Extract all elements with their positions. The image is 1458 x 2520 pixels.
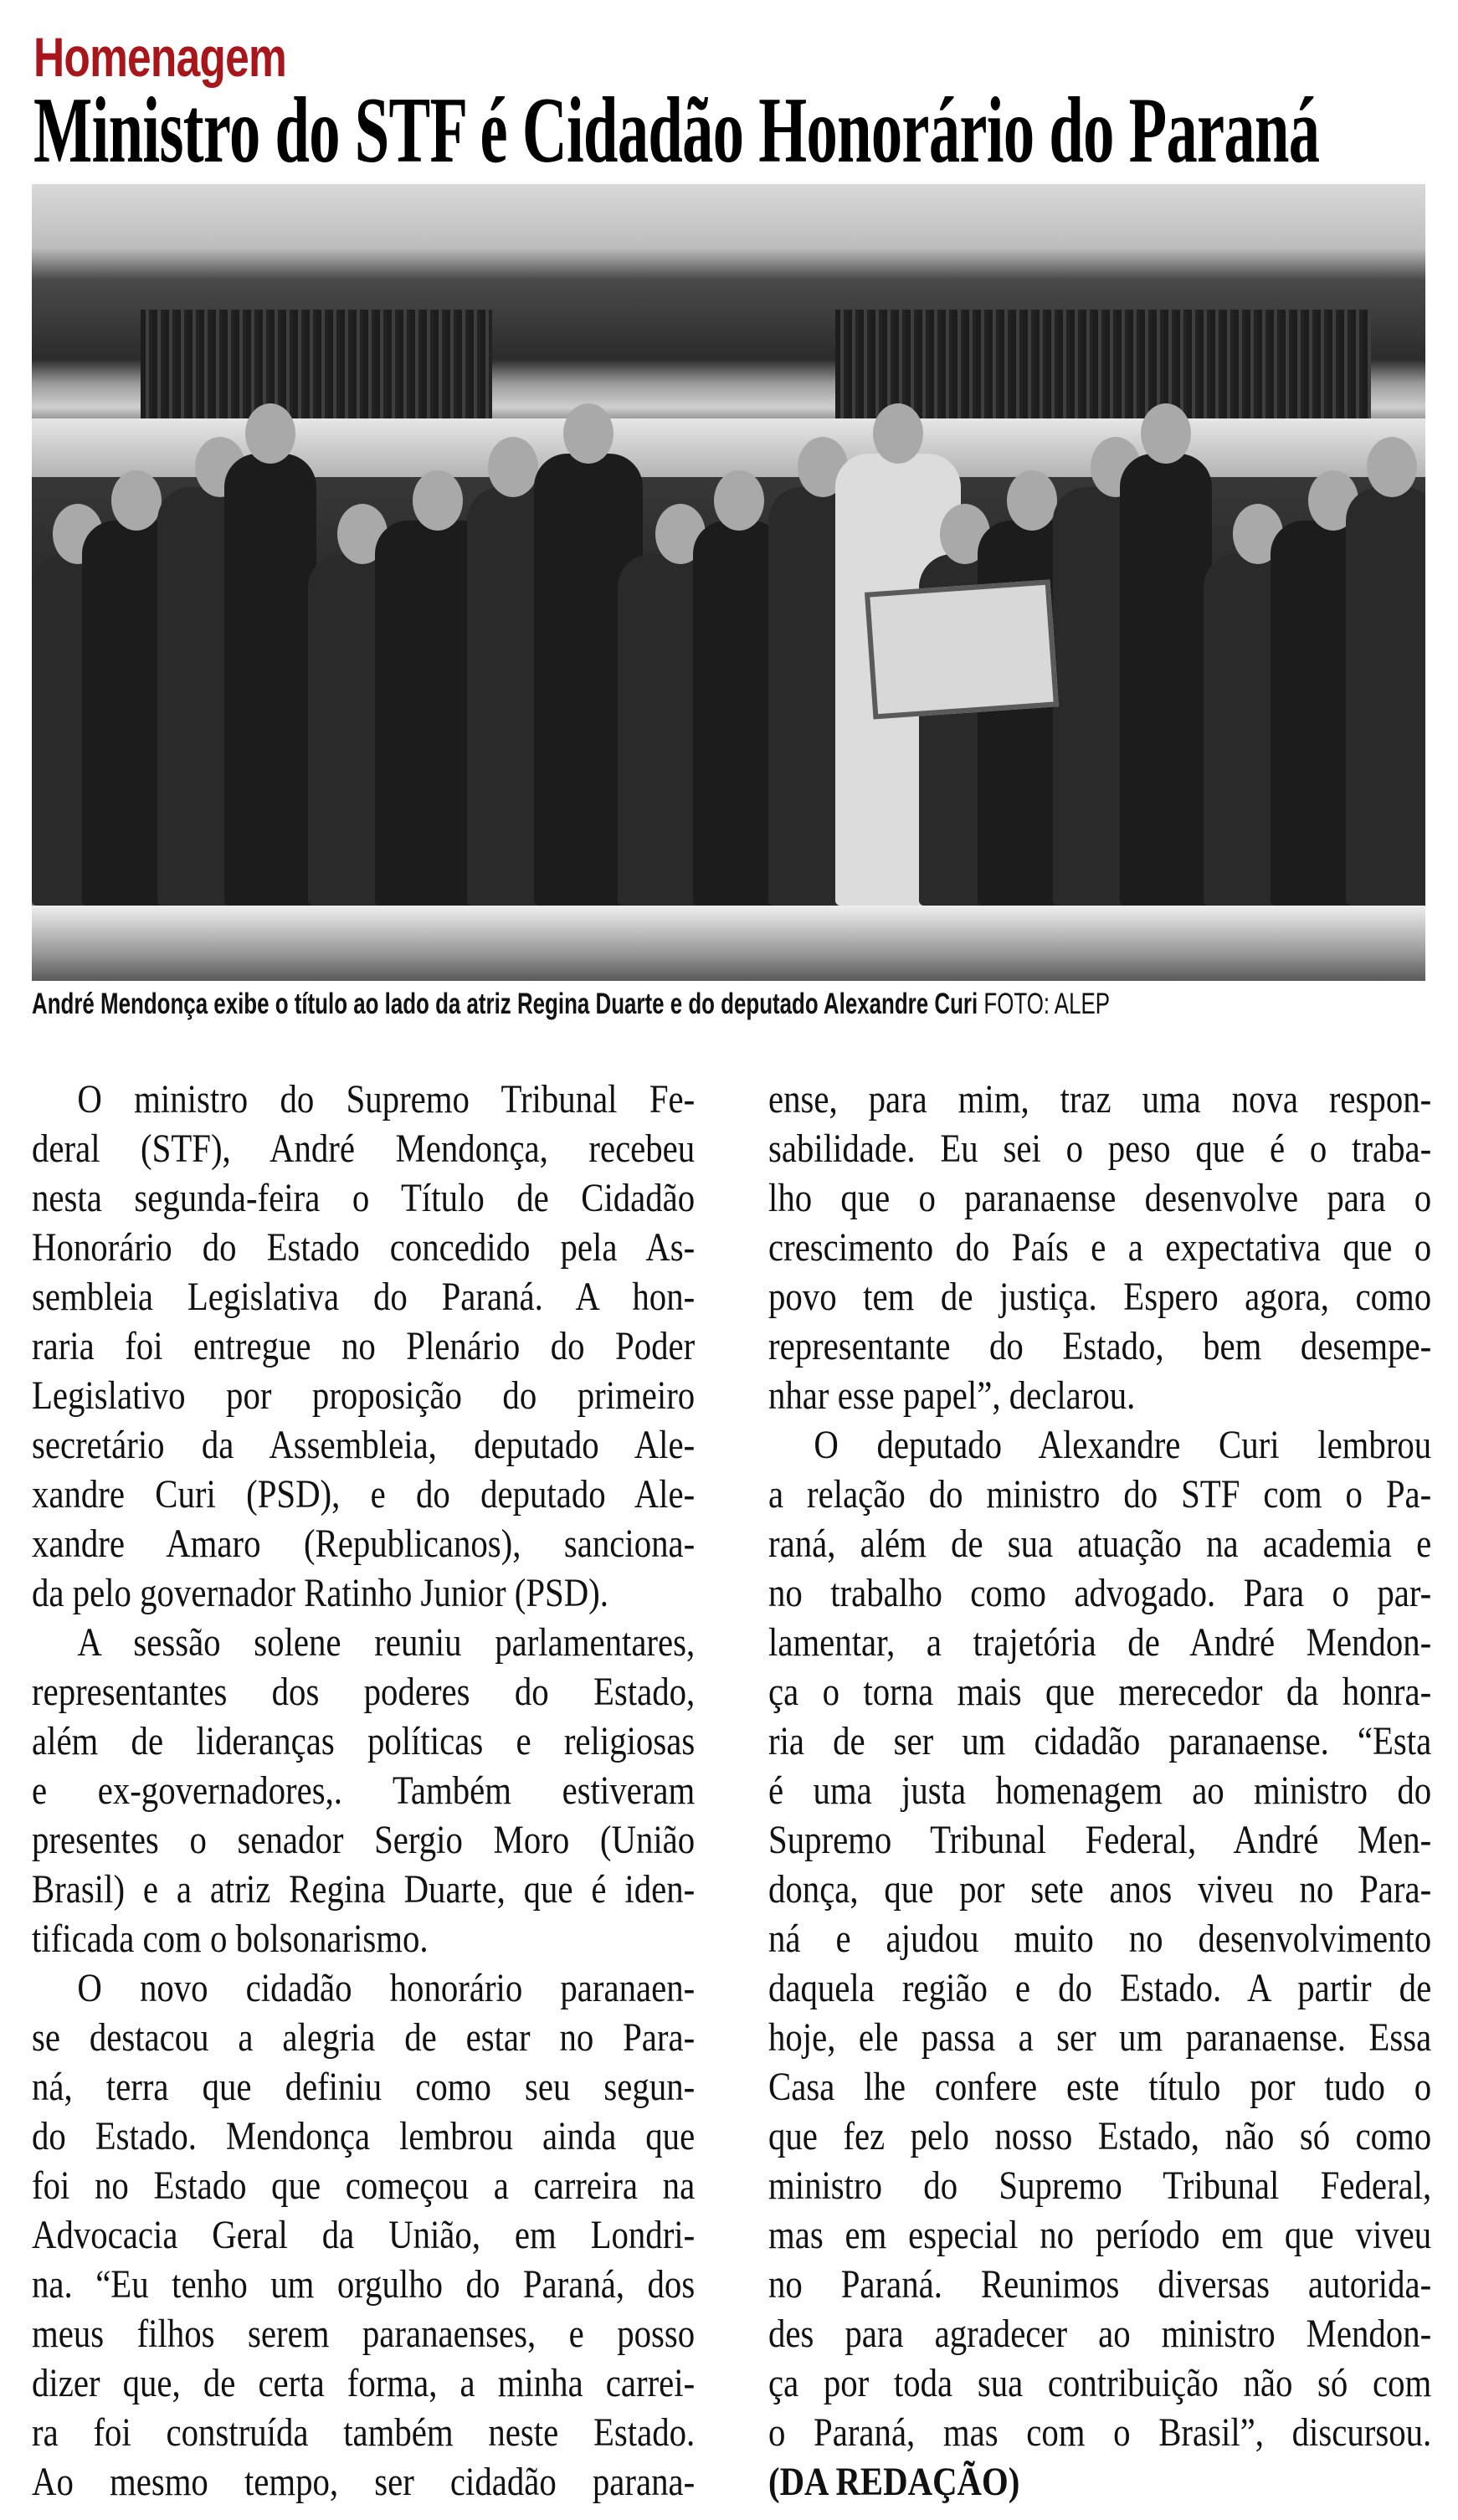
photo-person — [224, 454, 316, 906]
photo-caption — [32, 988, 1110, 1021]
body-text-line: nesta segunda-feira o Título de Cidadão — [32, 1176, 696, 1220]
body-text-line: da pelo governador Ratinho Junior (PSD). — [32, 1571, 608, 1615]
photo-certificate — [865, 579, 1059, 719]
photo-floor — [32, 906, 1425, 981]
body-text-line: presentes o senador Sergio Moro (União — [32, 1818, 696, 1862]
article-column-right — [768, 1075, 1431, 2507]
photo-curtain — [141, 310, 492, 418]
body-text-line: ense, para mim, traz uma nova respon- — [768, 1077, 1432, 1121]
body-text-line: raria foi entregue no Plenário do Poder — [32, 1324, 696, 1368]
body-text-line: ná e ajudou muito no desenvolvimento — [768, 1917, 1432, 1961]
body-text-line: que fez pelo nosso Estado, não só como — [768, 2114, 1432, 2158]
photo-person-head — [1367, 437, 1417, 497]
body-text-line: é uma justa homenagem ao ministro do — [768, 1768, 1432, 1813]
body-text-line: ça por toda sua contribuição não só com — [768, 2361, 1432, 2405]
body-text-line: o Paraná, mas com o Brasil”, discursou. — [768, 2410, 1432, 2455]
body-text-line: lamentar, a trajetória de André Mendon- — [768, 1620, 1432, 1665]
photo-person-head — [488, 437, 538, 497]
body-text-line: e ex-governadores,. Também estiveram — [32, 1768, 696, 1813]
article-column-left — [32, 1075, 695, 2507]
body-text-line: raná, além de sua atuação na academia e — [768, 1522, 1432, 1566]
body-text-line: Advocacia Geral da União, em Londri- — [32, 2213, 696, 2257]
photo-person-head — [563, 403, 613, 464]
body-text-line: no Paraná. Reunimos diversas autorida- — [768, 2262, 1432, 2307]
body-text-line: Supremo Tribunal Federal, André Men- — [768, 1818, 1432, 1862]
body-text-line: ra foi construída também neste Estado. — [32, 2410, 696, 2455]
photo-person-head — [714, 470, 764, 531]
body-text-line: Brasil) e a atriz Regina Duarte, que é iden- — [32, 1867, 696, 1912]
caption-text: André Mendonça exibe o título ao lado da atriz Regina Duarte e do deputado Alexandre Curi — [32, 988, 978, 1020]
body-text-line: Casa lhe confere este título por tudo o — [768, 2065, 1432, 2109]
body-text-line: donça, que por sete anos viveu no Para- — [768, 1867, 1432, 1912]
photo-person — [1346, 487, 1425, 906]
photo-person-head — [245, 403, 295, 464]
body-text-line: sabilidade. Eu sei o peso que é o traba- — [768, 1127, 1432, 1171]
body-text-line: na. “Eu tenho um orgulho do Paraná, dos — [32, 2262, 696, 2307]
byline: (DA REDAÇÃO) — [768, 2460, 1020, 2504]
photo-person-head — [1141, 403, 1191, 464]
body-text-line: O novo cidadão honorário paranaen- — [77, 1966, 696, 2010]
body-text-line: a relação do ministro do STF com o Pa- — [768, 1472, 1432, 1517]
body-text-line: secretário da Assembleia, deputado Ale- — [32, 1423, 696, 1467]
body-text-line: des para agradecer ao ministro Mendon- — [768, 2312, 1432, 2356]
photo-person-head — [1007, 470, 1057, 531]
photo-person-head — [111, 470, 162, 531]
section-label: Homenagem — [33, 26, 286, 88]
body-text-line: hoje, ele passa a ser um paranaense. Essa — [768, 2015, 1432, 2060]
body-text-line: A sessão solene reuniu parlamentares, — [77, 1620, 696, 1665]
body-text-line: além de lideranças políticas e religiosas — [32, 1719, 696, 1763]
body-text-line: deral (STF), André Mendonça, recebeu — [32, 1127, 696, 1171]
body-text-line: ministro do Supremo Tribunal Federal, — [768, 2163, 1432, 2208]
body-text-line: ça o torna mais que merecedor da honra- — [768, 1670, 1432, 1714]
body-text-line: do Estado. Mendonça lembrou ainda que — [32, 2114, 696, 2158]
body-text-line: sembleia Legislativa do Paraná. A hon- — [32, 1275, 696, 1319]
body-text-line: O deputado Alexandre Curi lembrou — [814, 1423, 1432, 1467]
body-text-line: Legislativo por proposição do primeiro — [32, 1373, 696, 1418]
body-text-line: representantes dos poderes do Estado, — [32, 1670, 696, 1714]
photo-curtain — [835, 310, 1371, 418]
body-text-line: tificada com o bolsonarismo. — [32, 1917, 429, 1961]
photo-person-head — [413, 470, 463, 531]
photo-person — [1120, 454, 1212, 906]
photo-person-head — [873, 403, 923, 464]
body-text-line: lho que o paranaense desenvolve para o — [768, 1176, 1432, 1220]
article-photo — [32, 184, 1425, 981]
body-text-line: dizer que, de certa forma, a minha carrei- — [32, 2361, 696, 2405]
body-text-line: meus filhos serem paranaenses, e posso — [32, 2312, 696, 2356]
body-text-line: mas em especial no período em que viveu — [768, 2213, 1432, 2257]
body-text-line: daquela região e do Estado. A partir de — [768, 1966, 1432, 2010]
body-text-line: crescimento do País e a expectativa que o — [768, 1225, 1432, 1270]
body-text-line: no trabalho como advogado. Para o par- — [768, 1571, 1432, 1615]
body-text-line: se destacou a alegria de estar no Para- — [32, 2015, 696, 2060]
body-text-line: Ao mesmo tempo, ser cidadão parana- — [32, 2460, 696, 2504]
headline: Ministro do STF é Cidadão Honorário do Paraná — [33, 79, 1320, 182]
body-text-line: xandre Curi (PSD), e do deputado Ale- — [32, 1472, 696, 1517]
body-text-line: nhar esse papel”, declarou. — [768, 1373, 1136, 1418]
body-text-line: ná, terra que definiu como seu segun- — [32, 2065, 696, 2109]
photo-credit: FOTO: ALEP — [983, 988, 1111, 1020]
body-text-line: foi no Estado que começou a carreira na — [32, 2163, 696, 2208]
body-text-line: xandre Amaro (Republicanos), sanciona- — [32, 1522, 696, 1566]
body-text-line: representante do Estado, bem desempe- — [768, 1324, 1432, 1368]
body-text-line: povo tem de justiça. Espero agora, como — [768, 1275, 1432, 1319]
body-text-line: O ministro do Supremo Tribunal Fe- — [77, 1077, 696, 1121]
body-text-line: ria de ser um cidadão paranaense. “Esta — [768, 1719, 1432, 1763]
body-text-line: Honorário do Estado concedido pela As- — [32, 1225, 696, 1270]
